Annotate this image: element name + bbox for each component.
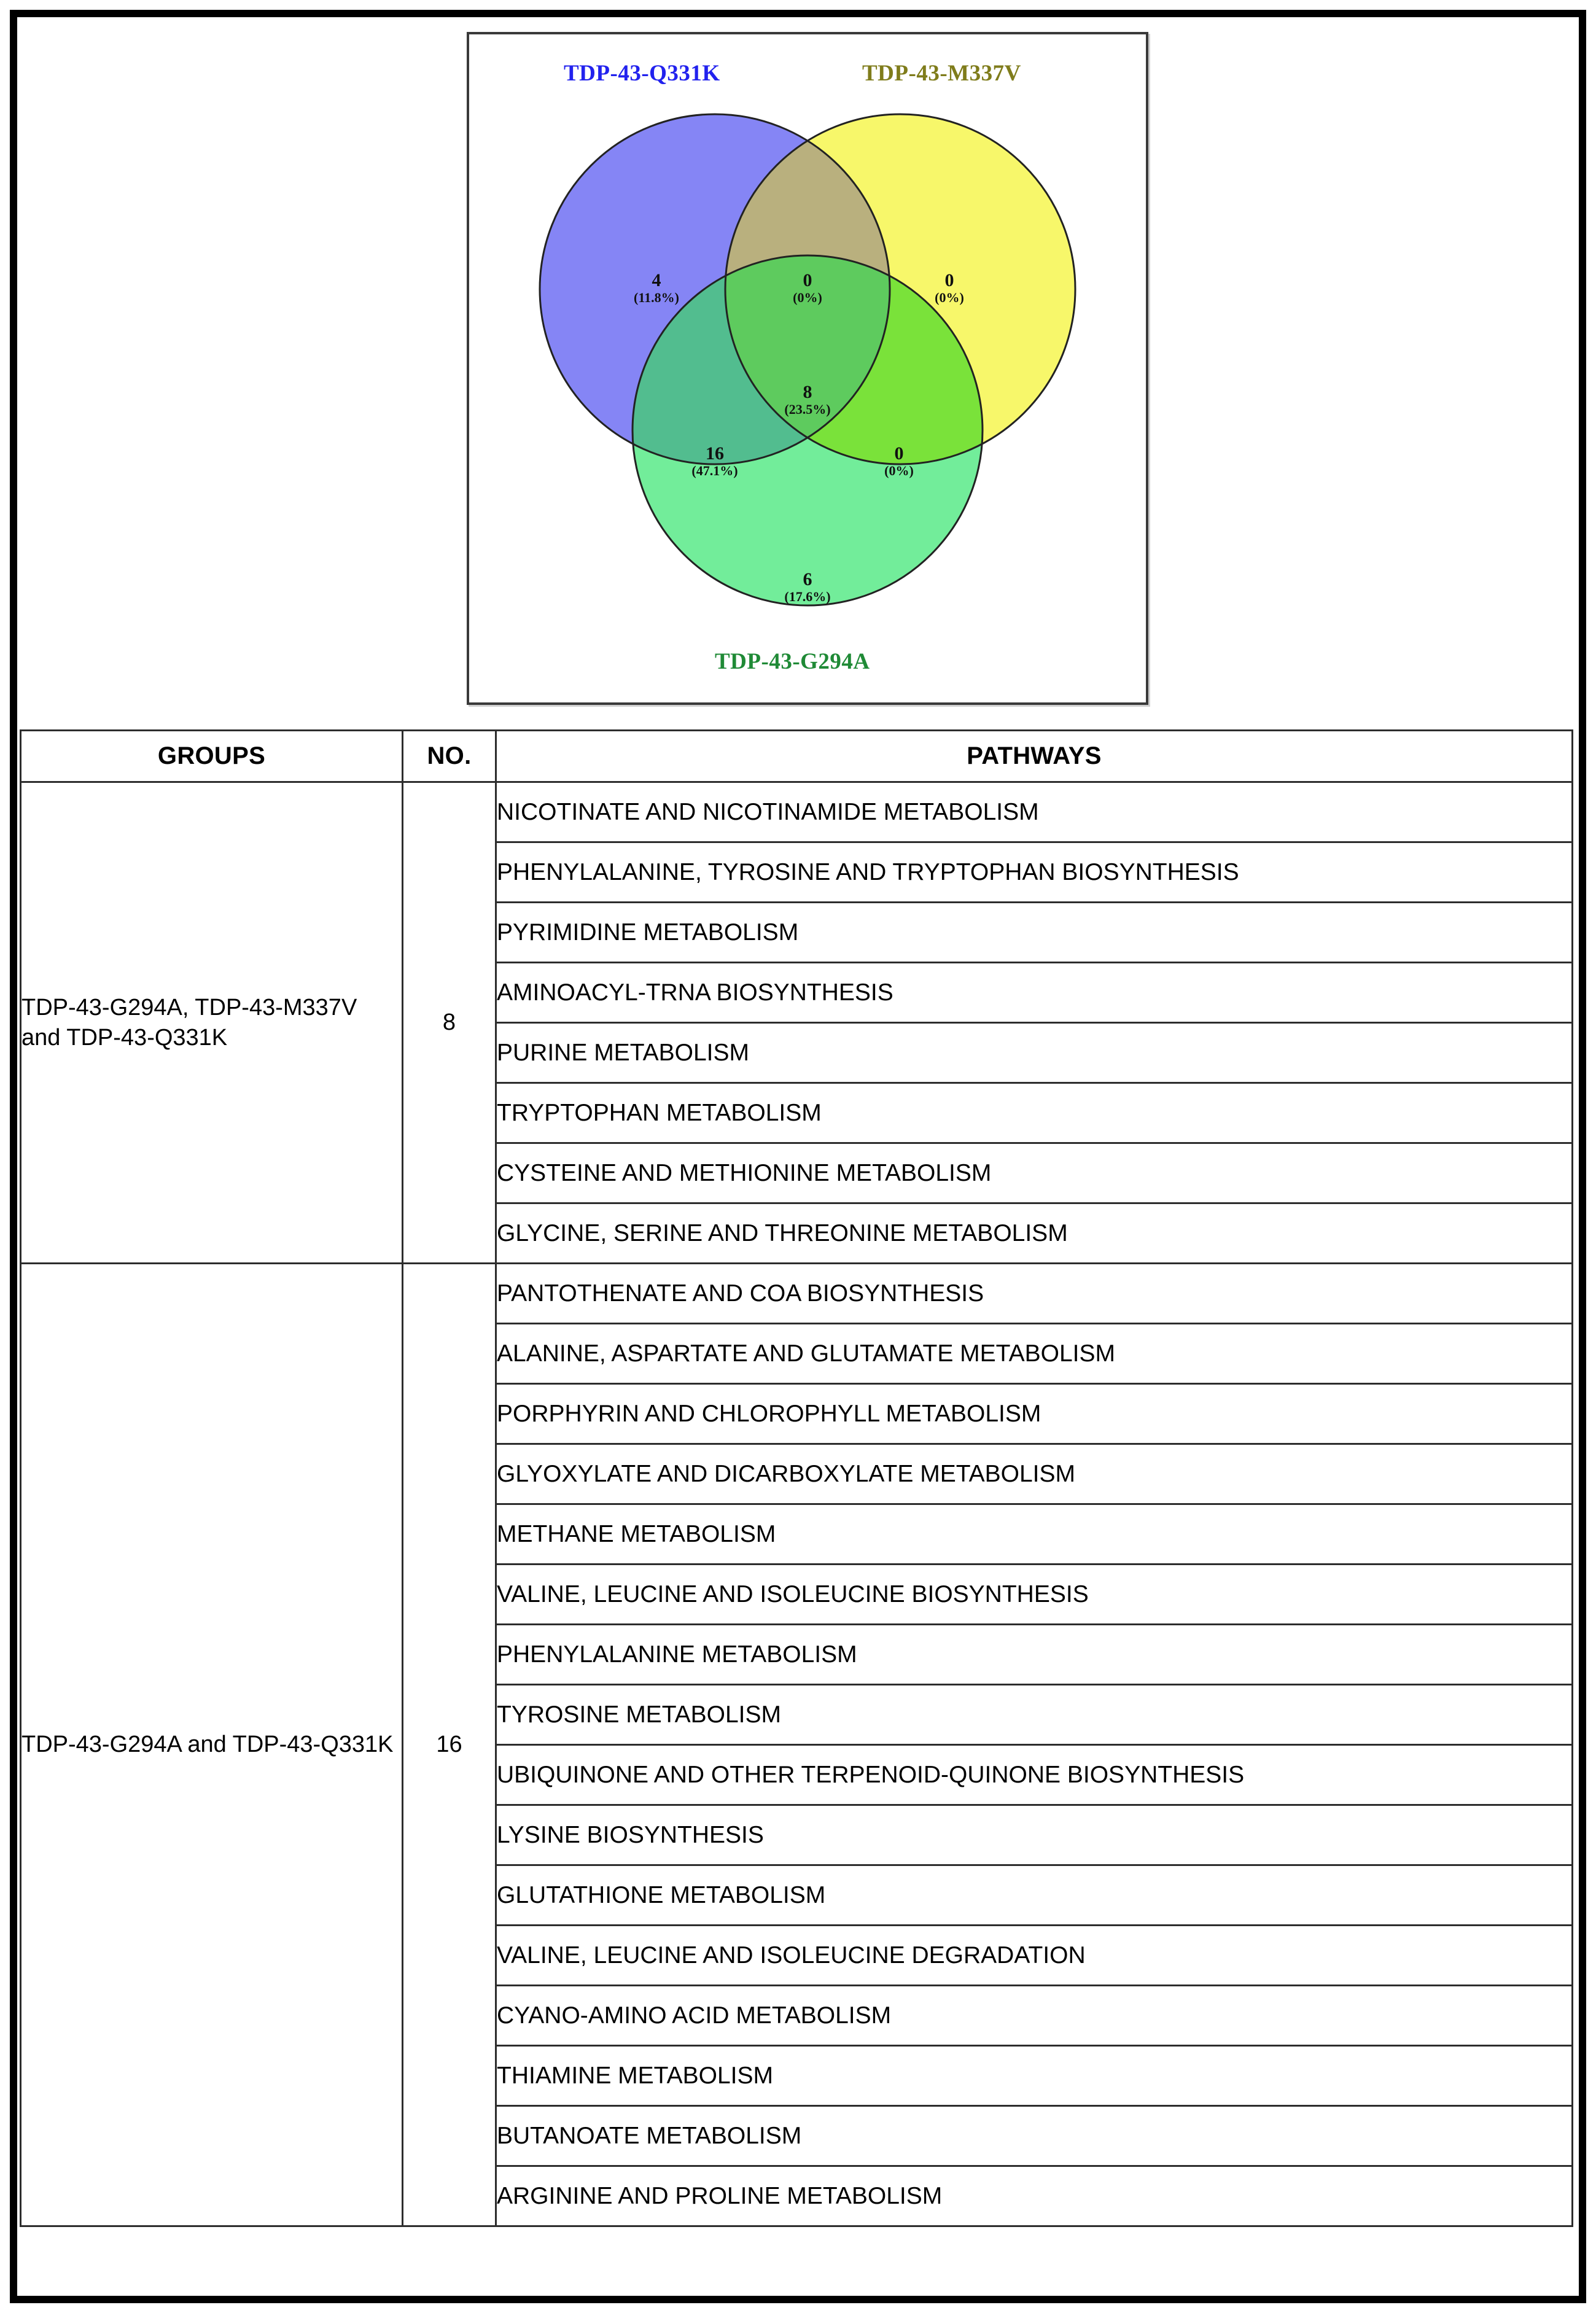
venn-region-percent: (0%): [793, 289, 822, 305]
table-header-row: [21, 731, 1573, 782]
pathway-cell: ALANINE, ASPARTATE AND GLUTAMATE METABOLISM: [496, 1324, 1573, 1384]
pathway-cell: GLYOXYLATE AND DICARBOXYLATE METABOLISM: [496, 1444, 1573, 1504]
group-count-cell: 16: [403, 1264, 496, 2226]
venn-region-count: 16: [706, 443, 724, 464]
pathway-cell: AMINOACYL-TRNA BIOSYNTHESIS: [496, 963, 1573, 1023]
pathway-cell: CYSTEINE AND METHIONINE METABOLISM: [496, 1143, 1573, 1203]
pathway-cell: TRYPTOPHAN METABOLISM: [496, 1083, 1573, 1143]
pathway-cell: CYANO-AMINO ACID METABOLISM: [496, 1986, 1573, 2046]
pathway-cell: VALINE, LEUCINE AND ISOLEUCINE DEGRADATION: [496, 1926, 1573, 1986]
pathway-cell: LYSINE BIOSYNTHESIS: [496, 1805, 1573, 1865]
pathway-cell: TYROSINE METABOLISM: [496, 1685, 1573, 1745]
pathway-cell: VALINE, LEUCINE AND ISOLEUCINE BIOSYNTHESIS: [496, 1565, 1573, 1625]
column-header-groups: GROUPS: [21, 731, 403, 782]
venn-set-label-m337v: TDP-43-M337V: [862, 61, 1021, 86]
venn-region-percent: (0%): [935, 289, 964, 305]
pathway-cell: GLUTATHIONE METABOLISM: [496, 1865, 1573, 1926]
table-body: [21, 782, 1573, 2226]
pathway-cell: PANTOTHENATE AND COA BIOSYNTHESIS: [496, 1264, 1573, 1324]
pathway-cell: METHANE METABOLISM: [496, 1504, 1573, 1565]
venn-region-percent: (23.5%): [784, 401, 831, 417]
venn-region-percent: (0%): [884, 462, 914, 478]
venn-region-percent: (11.8%): [634, 289, 679, 305]
pathway-cell: PYRIMIDINE METABOLISM: [496, 903, 1573, 963]
venn-region-count: 0: [803, 270, 812, 291]
pathway-cell: ARGININE AND PROLINE METABOLISM: [496, 2166, 1573, 2226]
pathway-cell: PHENYLALANINE, TYROSINE AND TRYPTOPHAN BIOSYNTHESIS: [496, 842, 1573, 903]
venn-set-label-g294a: TDP-43-G294A: [715, 649, 870, 674]
venn-region-count: 4: [652, 270, 661, 291]
pathway-cell: UBIQUINONE AND OTHER TERPENOID-QUINONE BIOSYNTHESIS: [496, 1745, 1573, 1805]
venn-circles-graphic: [469, 34, 1146, 702]
group-cell: TDP-43-G294A and TDP-43-Q331K: [21, 1264, 403, 2226]
venn-set-label-q331k: TDP-43-Q331K: [564, 61, 720, 86]
pathway-cell: PORPHYRIN AND CHLOROPHYLL METABOLISM: [496, 1384, 1573, 1444]
pathways-table: [20, 729, 1573, 2227]
table-header: [21, 731, 1573, 782]
table-row: [21, 782, 1573, 842]
pathway-cell: NICOTINATE AND NICOTINAMIDE METABOLISM: [496, 782, 1573, 842]
pathway-cell: GLYCINE, SERINE AND THREONINE METABOLISM: [496, 1203, 1573, 1264]
pathway-cell: BUTANOATE METABOLISM: [496, 2106, 1573, 2166]
venn-region-count: 0: [894, 443, 904, 464]
table-row: [21, 1264, 1573, 1324]
pathways-table-wrapper: [20, 729, 1571, 2227]
group-cell: TDP-43-G294A, TDP-43-M337V and TDP-43-Q331K: [21, 782, 403, 1264]
group-count-cell: 8: [403, 782, 496, 1264]
venn-region-percent: (47.1%): [691, 462, 738, 478]
venn-region-count: 6: [803, 569, 812, 590]
column-header-pathways: PATHWAYS: [496, 731, 1573, 782]
venn-region-count: 8: [803, 382, 812, 403]
pathway-cell: PHENYLALANINE METABOLISM: [496, 1625, 1573, 1685]
venn-diagram-panel: [467, 32, 1148, 705]
venn-stage: [469, 34, 1146, 702]
venn-region-percent: (17.6%): [784, 588, 831, 604]
pathway-cell: THIAMINE METABOLISM: [496, 2046, 1573, 2106]
venn-region-count: 0: [944, 270, 954, 291]
page-frame: [10, 10, 1586, 2303]
pathway-cell: PURINE METABOLISM: [496, 1023, 1573, 1083]
column-header-no: NO.: [403, 731, 496, 782]
